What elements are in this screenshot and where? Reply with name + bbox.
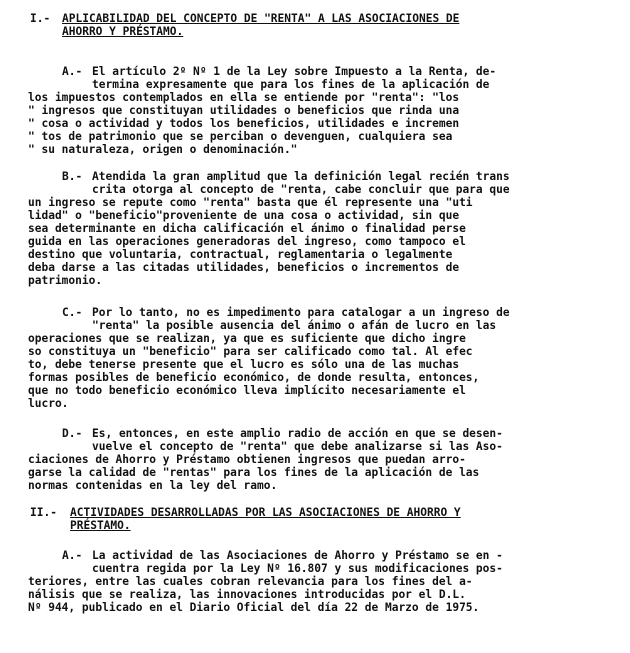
paragraph-line: "renta" la posible ausencia del ánimo o afán de lucro en las [92, 319, 497, 332]
paragraph-c [28, 306, 510, 410]
paragraph-line: Nº 944, publicado en el Diario Oficial del día 22 de Marzo de 1975. [28, 601, 480, 614]
paragraph-line: guida en las operaciones generadoras del ingreso, como tampoco el [28, 235, 466, 248]
paragraph-line: operaciones que se realizan, ya que es suficiente que dicho ingre [28, 332, 466, 345]
paragraph-line: patrimonio. [28, 274, 103, 287]
paragraph-line: nálisis que se realiza, las innovaciones introducidas por el D.L. [28, 588, 466, 601]
paragraph-label: A.- [62, 65, 83, 78]
paragraph-line: destino que voluntaria, contractual, reglamentaria o legalmente [28, 248, 453, 261]
paragraph-line: so constituya un "beneficio" para ser calificado como tal. Al efec [28, 345, 473, 358]
paragraph-line: Atendida la gran amplitud que la definición legal recién trans [92, 170, 510, 183]
paragraph-label: A.- [62, 549, 83, 562]
paragraph-line: lucro. [28, 397, 69, 410]
paragraph-line: ciaciones de Ahorro y Préstamo obtienen ingresos que puedan arro- [28, 453, 466, 466]
paragraph-line: sea determinante en dicha calificación el ánimo o finalidad perse [28, 222, 466, 235]
paragraph-line: Es, entonces, en este amplio radio de acción en que se desen- [92, 427, 503, 440]
paragraph-b [28, 170, 510, 287]
paragraph-line: formas posibles de beneficio económico, de donde resulta, entonces, [28, 371, 480, 384]
paragraph-line: termina expresamente que para los fines de la aplicación de [92, 78, 490, 91]
section-title-line: APLICABILIDAD DEL CONCEPTO DE "RENTA" A LAS ASOCIACIONES DE [62, 12, 460, 25]
paragraph-line: los impuestos contemplados en ella se entiende por "renta": "los [28, 91, 460, 104]
paragraph-label: D.- [62, 427, 83, 440]
section-title-line: PRÉSTAMO. [70, 519, 131, 532]
paragraph-line: El artículo 2º Nº 1 de la Ley sobre Impuesto a la Renta, de- [92, 65, 497, 78]
paragraph-line: " su naturaleza, origen o denominación." [28, 143, 298, 156]
paragraph-line: Por lo tanto, no es impedimento para catalogar a un ingreso de [92, 306, 510, 319]
paragraph-line: vuelve el concepto de "renta" que debe analizarse si las Aso- [92, 440, 503, 453]
paragraph-line: un ingreso se repute como "renta" basta que él represente una "uti [28, 196, 473, 209]
paragraph-line: " cosa o actividad y todos los beneficios, utilidades e incremen [28, 117, 460, 130]
paragraph-label: B.- [62, 170, 83, 183]
paragraph-line: que no todo beneficio económico lleva implícito necesariamente el [28, 384, 466, 397]
paragraph-line: cuentra regida por la Ley Nº 16.807 y sus modificaciones pos- [92, 562, 503, 575]
paragraph-line: deba darse a las citadas utilidades, beneficios o incrementos de [28, 261, 460, 274]
paragraph-line: to, debe tenerse presente que el lucro es sólo una de las muchas [28, 358, 460, 371]
paragraph-label: C.- [62, 306, 83, 319]
section-number: II.- [30, 506, 57, 519]
paragraph-line: normas contenidas en la ley del ramo. [28, 479, 278, 492]
paragraph-line: " ingresos que constituyan utilidades o beneficios que rinda una [28, 104, 460, 117]
paragraph-line: lidad" o "beneficio"proveniente de una cosa o actividad, sin que [28, 209, 460, 222]
section-title-line: AHORRO Y PRÉSTAMO. [62, 25, 184, 38]
paragraph-a [28, 549, 503, 614]
section-title-line: ACTIVIDADES DESARROLLADAS POR LAS ASOCIACIONES DE AHORRO Y [70, 506, 461, 519]
paragraph-d [28, 427, 503, 492]
paragraph-line: crita otorga al concepto de "renta, cabe concluir que para que [92, 183, 510, 196]
paragraph-line: garse la calidad de "rentas" para los fines de la aplicación de las [28, 466, 480, 479]
section-number: I.- [30, 12, 51, 25]
paragraph-a [28, 65, 496, 156]
paragraph-line: La actividad de las Asociaciones de Ahorro y Préstamo se en - [92, 549, 503, 562]
section-title [62, 12, 459, 38]
section-title [70, 506, 461, 532]
paragraph-line: " tos de patrimonio que se perciban o devenguen, cualquiera sea [28, 130, 453, 143]
paragraph-line: teriores, entre las cuales cobran relevancia para los fines del a- [28, 575, 473, 588]
